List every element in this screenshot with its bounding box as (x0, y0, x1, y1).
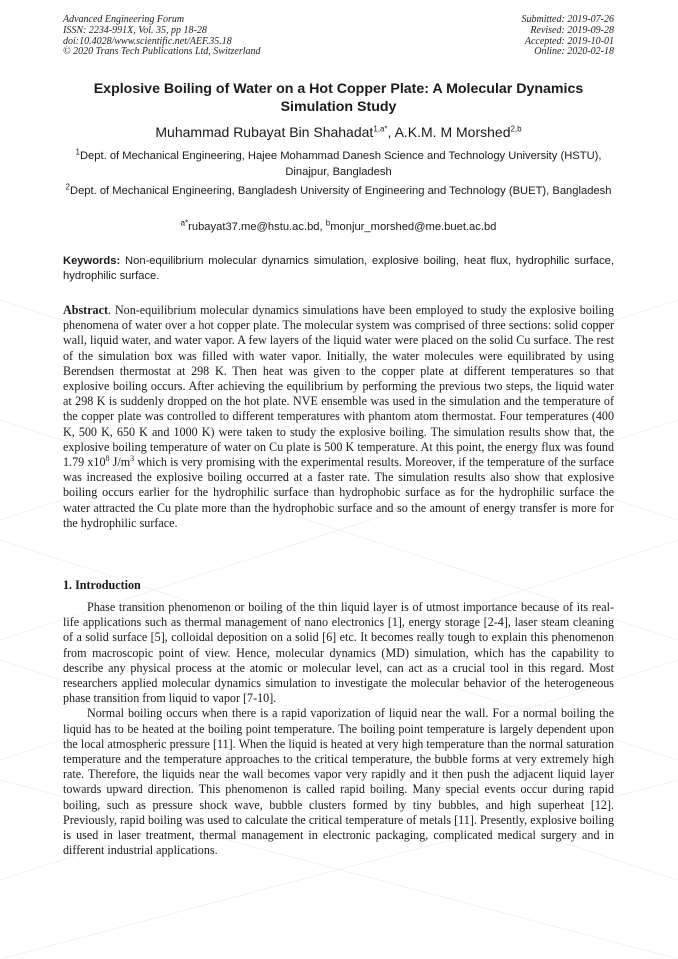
email-a-mark: a* (180, 218, 189, 228)
abstract-text-2: J/m (109, 455, 131, 470)
email-b[interactable]: monjur_morshed@me.buet.ac.bd (330, 221, 497, 233)
date-accepted: Accepted: 2019-10-01 (524, 35, 614, 47)
affiliation-2-text: Dept. of Mechanical Engineering, Bangladesh University of Engineering and Technology (BUET), Bangladesh (69, 185, 612, 197)
journal-issn: ISSN: 2234-991X, Vol. 35, pp 18-28 (63, 24, 207, 36)
intro-paragraph-1: Phase transition phenomenon or boiling of the thin liquid layer is of utmost importance because of its real-life applications such as thermal management of nano electronics [1], energy storage [2-4], laser steam cleaning of a solid surface [5], colloidal deposition on a solid [6] etc. It becomes really tough to explain this phenomenon from macroscopic point of view. Hence, molecular dynamics (MD) simulation, which has the capability to describe any physical process at the atomic or molecular level, can act as a crucial tool in this regard. Most researchers applied molecular dynamics simulation to investigate the molecular behavior of the heterogeneous phase transition from liquid to vapor [7-10]. (63, 600, 614, 706)
journal-copyright: © 2020 Trans Tech Publications Ltd, Switzerland (63, 46, 261, 58)
affiliation-1-text: Dept. of Mechanical Engineering, Hajee Mohammad Danesh Science and Technology University (HSTU), Dinajpur, Bangladesh (79, 150, 602, 178)
keywords (63, 254, 614, 285)
intro-paragraph-2: Normal boiling occurs when there is a rapid vaporization of liquid near the wall. For a normal boiling the liquid has to be heated at the boiling point temperature. The boiling point temperature is largely dependent upon the local atmospheric pressure [11]. When the liquid is heated at very high temperature than the normal saturation temperature and the temperature approaches to the critical temperature, the bubble forms at very extremely high rate. Therefore, the liquids near the wall becomes vapor very rapidly and it then push the adjacent liquid layer towards upward direction. This phenomenon is called rapid boiling. Many special events occur during rapid boiling, such as pressure shock wave, bubble clusters formed by tiny bubbles, and high superheat [12]. Previously, rapid boiling was used to calculate the critical temperature of metals [11]. Presently, explosive boiling is used in laser treatment, thermal management in electronic packaging, complicated medical surgery and in different industrial applications. (63, 706, 614, 858)
author-1: Muhammad Rubayat Bin Shahadat (155, 124, 374, 140)
journal-doi[interactable]: doi:10.4028/www.scientific.net/AEF.35.18 (63, 35, 232, 47)
author-2-affil: 2,b (510, 124, 522, 134)
affiliation-1 (63, 149, 614, 180)
abstract-text-3: which is very promising with the experimental results. Moreover, if the temperature of the surface was increased the explosive boiling occurred at a faster rate. The simulation results also show that explosive boiling occurs earlier for the hydrophilic surface than hydrophobic surface as for the hydrophilic surface the water attracted the Cu plate more than the hydrophobic surface and so the amount of energy transfer is more for the hydrophilic surface. (63, 455, 615, 530)
author-separator: , (387, 124, 395, 140)
author-2: A.K.M. M Morshed (394, 124, 511, 140)
author-line (63, 124, 614, 141)
submission-dates (522, 15, 615, 58)
abstract-sup-2: 3 (130, 454, 135, 463)
email-a[interactable]: rubayat37.me@hstu.ac.bd (188, 221, 320, 233)
email-b-mark: b (325, 218, 331, 228)
abstract-label: Abstract (63, 303, 109, 317)
author-emails (63, 220, 614, 234)
date-online: Online: 2020-02-18 (534, 46, 614, 58)
journal-info (63, 15, 261, 58)
journal-name: Advanced Engineering Forum (63, 14, 185, 25)
section-heading-introduction: 1. Introduction (63, 578, 141, 592)
keywords-label: Keywords: (63, 255, 121, 267)
paper-title: Explosive Boiling of Water on a Hot Copper Plate: A Molecular Dynamics Simulation Study (93, 81, 584, 115)
date-submitted: Submitted: 2019-07-26 (521, 14, 614, 25)
abstract-sup-1: 8 (105, 454, 110, 463)
email-separator: , (319, 221, 326, 233)
affiliation-1-mark: 1 (75, 147, 80, 157)
date-revised: Revised: 2019-09-28 (530, 24, 614, 36)
affiliation-2-mark: 2 (65, 182, 70, 192)
affiliation-2 (63, 184, 614, 200)
author-1-affil: 1,a* (373, 124, 388, 134)
abstract-text-1: . Non-equilibrium molecular dynamics simulations have been employed to study the explosive boiling phenomena of water over a hot copper plate. The molecular system was comprised of three sections: solid copper wall, liquid water, and water vapor. A few layers of the liquid water were placed on the solid Cu surface. The rest of the simulation box was filled with water vapor. Initially, the water molecules were equilibrated by using Berendsen thermostat at 298 K. Then heat was given to the copper plate at different temperatures so that explosive boiling occurs. After achieving the equilibrium by performing the previous two steps, the liquid water at 298 K is suddenly dropped on the hot plate. NVE ensemble was used in the simulation and the temperature of the copper plate was controlled to different temperatures with phantom atom thermostat. Four temperatures (400 K, 500 K, 650 K and 1000 K) were taken to study the explosive boiling. The simulation results show that, the explosive boiling temperature of water on Cu plate is 500 K temperature. At this point, the energy flux was found 1.79 x10 (63, 303, 614, 470)
abstract (63, 303, 614, 531)
keywords-text: Non-equilibrium molecular dynamics simulation, explosive boiling, heat flux, hydrophilic surface, hydrophilic surface. (63, 255, 614, 283)
introduction-body (63, 600, 614, 858)
